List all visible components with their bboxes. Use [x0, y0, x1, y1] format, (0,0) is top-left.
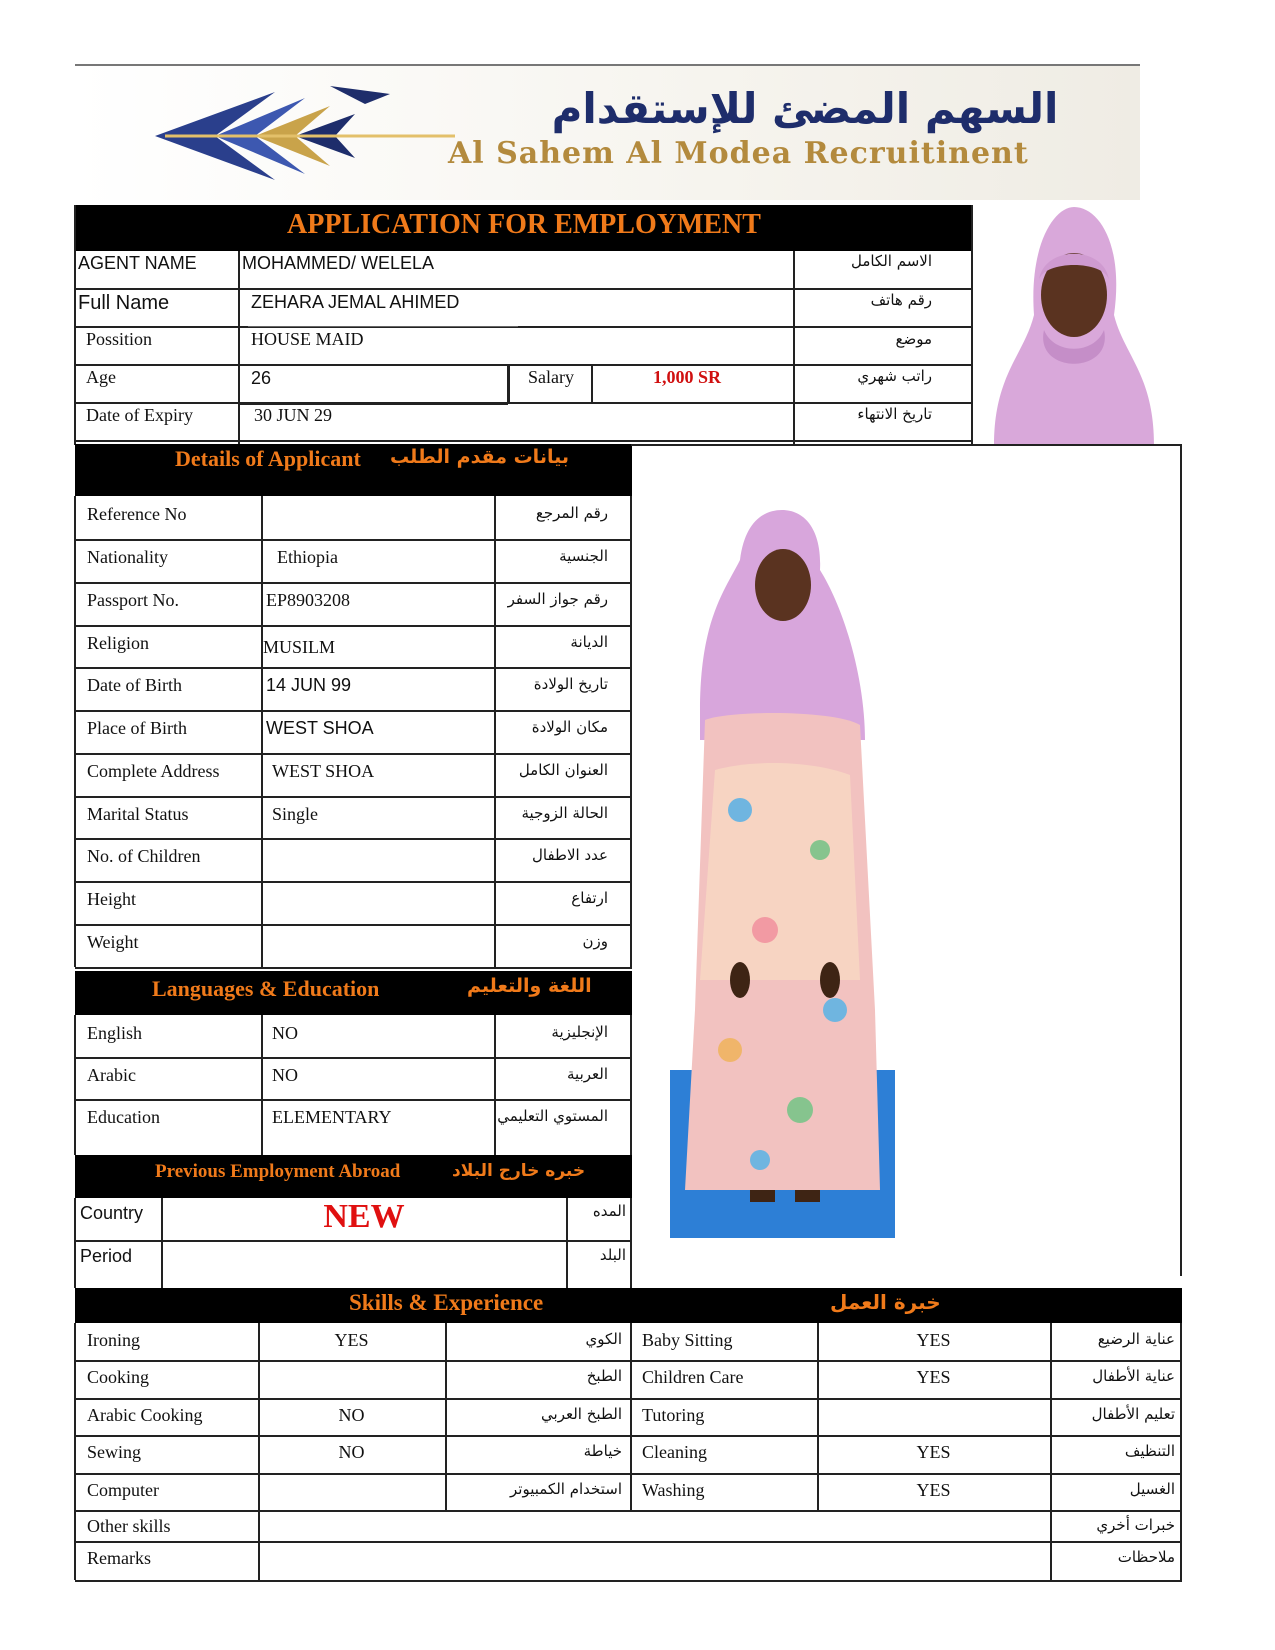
language-row-arabic: العربية [567, 1065, 608, 1083]
details-row-label: Marital Status [87, 804, 189, 824]
details-row-arabic: وزن [582, 932, 608, 950]
country-arabic: المده [592, 1202, 626, 1220]
previous-title-en: Previous Employment Abroad [155, 1161, 401, 1182]
skill-label: Cooking [87, 1367, 150, 1387]
details-row-arabic: تاريخ الولادة [533, 675, 608, 693]
header-banner [75, 64, 1140, 200]
full-name-arabic: رقم هاتف [870, 291, 932, 309]
skill-arabic: عناية الرضيع [1097, 1330, 1175, 1348]
language-row-label: English [87, 1023, 143, 1043]
applicant-full-photo [670, 510, 895, 1238]
age-label: Age [86, 367, 116, 387]
details-row-arabic: رقم المرجع [535, 504, 608, 522]
details-row-label: Religion [87, 633, 149, 653]
skill-label: Children Care [642, 1367, 744, 1387]
details-row-value: WEST SHOA [266, 718, 374, 738]
other-skills-arabic: خبرات أخري [1096, 1516, 1175, 1534]
agent-name-label: AGENT NAME [78, 253, 197, 273]
language-row-value: NO [272, 1065, 298, 1085]
language-row-value: NO [272, 1023, 298, 1043]
skill-value: NO [338, 1442, 365, 1462]
other-skills-label: Other skills [87, 1516, 171, 1536]
position-value: HOUSE MAID [251, 329, 364, 349]
previous-employment-value: NEW [323, 1198, 405, 1235]
details-row-arabic: عدد الاطفال [532, 846, 608, 864]
skills-title-ar: خبرة العمل [830, 1290, 941, 1314]
skill-arabic: الطبخ [586, 1367, 622, 1385]
details-row-arabic: مكان الولادة [531, 718, 608, 736]
details-row-label: Height [87, 889, 136, 909]
details-title-ar: بيانات مقدم الطلب [390, 446, 569, 468]
applicant-portrait-photo [974, 205, 1170, 445]
details-row-value: Single [272, 804, 319, 824]
details-row-label: Date of Birth [87, 675, 182, 695]
details-row-arabic: الحالة الزوجية [521, 804, 608, 822]
skill-label: Computer [87, 1480, 159, 1500]
full-name-value: ZEHARA JEMAL AHIMED [251, 292, 460, 312]
skill-value: YES [334, 1330, 369, 1350]
details-row-label: Place of Birth [87, 718, 187, 738]
details-row-value: Ethiopia [277, 547, 338, 567]
form-title: APPLICATION FOR EMPLOYMENT [287, 209, 761, 240]
period-arabic: البلد [599, 1246, 626, 1264]
details-row-value: MUSILM [263, 637, 336, 657]
skill-arabic: خياطة [583, 1442, 622, 1460]
skill-label: Ironing [87, 1330, 140, 1350]
salary-value: 1,000 SR [653, 367, 722, 387]
details-row-value: 14 JUN 99 [266, 675, 352, 695]
skill-label: Baby Sitting [642, 1330, 733, 1350]
skill-label: Arabic Cooking [87, 1405, 203, 1425]
language-row-arabic: الإنجليزية [551, 1023, 608, 1041]
skills-title-en: Skills & Experience [349, 1290, 544, 1315]
details-row-arabic: العنوان الكامل [518, 761, 608, 779]
country-label: Country [80, 1203, 144, 1223]
skill-label: Washing [642, 1480, 705, 1500]
skill-arabic: الكوي [585, 1330, 622, 1348]
details-row-arabic: الجنسية [559, 547, 608, 565]
skill-arabic: التنظيف [1124, 1442, 1175, 1460]
remarks-label: Remarks [87, 1548, 151, 1568]
skill-arabic: استخدام الكمبيوتر [510, 1480, 622, 1498]
skill-label: Sewing [87, 1442, 141, 1462]
languages-title-en: Languages & Education [152, 976, 380, 1001]
skill-arabic: تعليم الأطفال [1091, 1405, 1175, 1423]
details-row-arabic: الديانة [570, 633, 608, 651]
skill-arabic: الطبخ العربي [541, 1405, 622, 1423]
salary-arabic: راتب شهري [857, 367, 932, 385]
agent-name-value: MOHAMMED/ WELELA [242, 253, 435, 273]
expiry-arabic: تاريخ الانتهاء [857, 405, 932, 423]
details-title-en: Details of Applicant [175, 446, 361, 471]
details-row-label: Complete Address [87, 761, 220, 781]
salary-label: Salary [528, 367, 574, 387]
details-row-value: EP8903208 [266, 590, 351, 610]
position-arabic: موضع [895, 330, 932, 348]
details-row-label: No. of Children [87, 846, 201, 866]
skill-label: Tutoring [642, 1405, 705, 1425]
company-logo-icon [155, 84, 475, 194]
previous-title-ar: خبره خارج البلاد [452, 1161, 586, 1181]
expiry-value: 30 JUN 29 [254, 405, 333, 425]
languages-title-ar: اللغة والتعليم [467, 975, 592, 997]
full-name-label: Full Name [78, 292, 170, 314]
skill-value: NO [338, 1405, 365, 1425]
details-row-arabic: ارتفاع [571, 889, 608, 907]
details-row-value: WEST SHOA [272, 761, 375, 781]
period-label: Period [80, 1246, 133, 1266]
skill-arabic: عناية الأطفال [1092, 1367, 1175, 1385]
details-row-arabic: رقم جواز السفر [507, 590, 608, 608]
expiry-label: Date of Expiry [86, 405, 193, 425]
skill-value: YES [916, 1330, 951, 1350]
language-row-value: ELEMENTARY [272, 1107, 392, 1127]
skill-value: YES [916, 1480, 951, 1500]
details-row-label: Nationality [87, 547, 168, 567]
skill-value: YES [916, 1367, 951, 1387]
agent-name-arabic: الاسم الكامل [850, 252, 932, 270]
skill-value: YES [916, 1442, 951, 1462]
company-name-english: Al Sahem Al Modea Recruitinent [448, 136, 1029, 171]
language-row-label: Education [87, 1107, 160, 1127]
skills-title-bar [75, 1288, 1182, 1323]
language-row-arabic: المستوي التعليمي [497, 1107, 608, 1125]
language-row-label: Arabic [87, 1065, 136, 1085]
skill-label: Cleaning [642, 1442, 707, 1462]
position-label: Possition [86, 329, 153, 349]
company-name-arabic: السهم المضئ للإستقدام [551, 84, 1059, 133]
remarks-arabic: ملاحظات [1117, 1548, 1175, 1566]
skill-arabic: الغسيل [1129, 1480, 1175, 1498]
age-value: 26 [251, 368, 272, 388]
details-row-label: Passport No. [87, 590, 180, 610]
details-row-label: Weight [87, 932, 139, 952]
details-row-label: Reference No [87, 504, 187, 524]
